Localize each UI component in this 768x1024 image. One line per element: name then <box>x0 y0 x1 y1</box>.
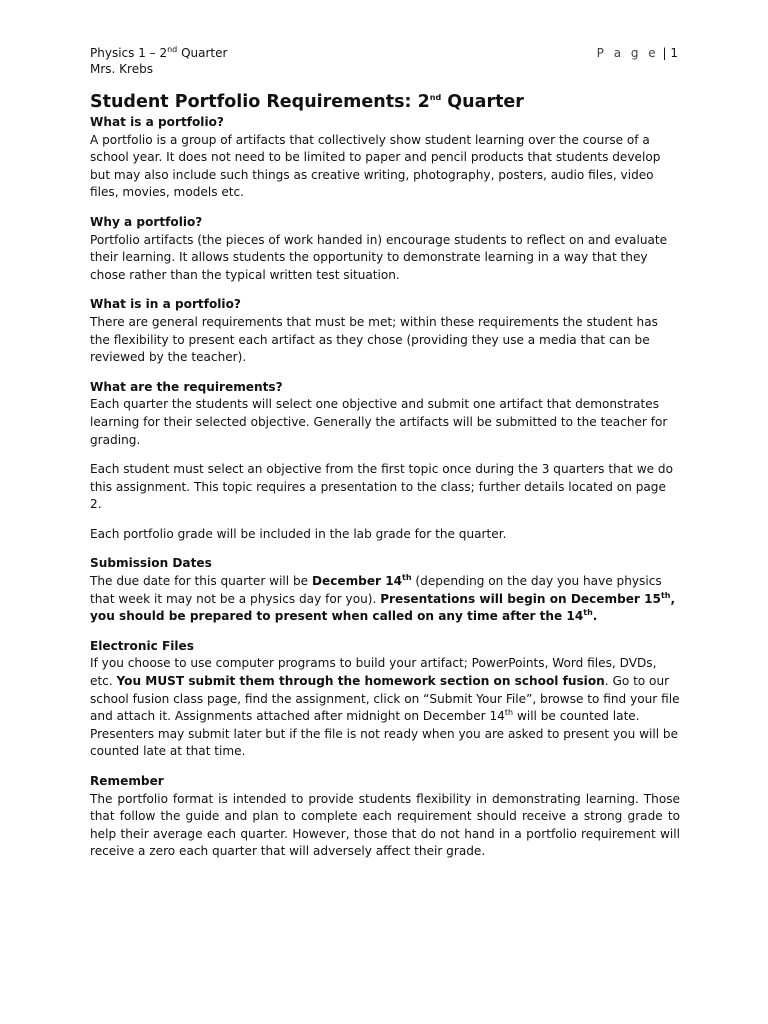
document-title <box>90 90 680 114</box>
section-body <box>90 655 680 761</box>
submit-instruction: You MUST submit them through the homework section on school fusion <box>116 674 605 689</box>
section-heading: Electronic Files <box>90 638 194 653</box>
page-header-right <box>597 45 678 61</box>
date-sup: th <box>504 708 514 718</box>
title-text: Student Portfolio Requirements: 2 <box>90 92 430 112</box>
presentation-start: Presentations will begin on December 15 <box>380 591 661 606</box>
course-line-suffix: Quarter <box>177 46 228 60</box>
page-separator: | <box>658 46 671 60</box>
section-body: The portfolio format is intended to provide students flexibility in demonstrating learning. Those that follow the guide and plan to complete each requirement should receive a strong grade to help their average each quarter. However, those that do not hand in a portfolio requirement will receive a zero each quarter that will adversely affect their grade. <box>90 791 680 859</box>
text-run: . Go to our school fusion class page, find the assignment, click on “Submit Your File”, browse to find your file and attach it. Assignments attached after midnight on December 14 <box>90 674 680 724</box>
section-why-portfolio <box>90 214 680 284</box>
section-body: Each student must select an objective from the first topic once during the 3 quarters that we do this assignment. This topic requires a presentation to the class; further details located on page 2. <box>90 462 673 512</box>
section-what-in-portfolio <box>90 296 680 366</box>
section-electronic-files <box>90 638 680 761</box>
section-submission-dates <box>90 555 680 625</box>
due-date-sup: th <box>402 573 412 583</box>
section-body: A portfolio is a group of artifacts that collectively show student learning over the course of a school year. It does not need to be limited to paper and pencil products that students develop but may also include such things as creative writing, photography, posters, audio files, video files, movies, models etc. <box>90 132 661 200</box>
section-remember <box>90 773 680 861</box>
page-label: P a g e <box>596 46 659 60</box>
course-line-sup: nd <box>167 45 178 54</box>
text-run: (depending on the day you have physics that week it may not be a physics day for you). <box>90 574 662 606</box>
presentation-note-sup: th <box>583 608 593 618</box>
teacher-name: Mrs. Krebs <box>90 62 153 76</box>
text-run: . <box>592 609 598 624</box>
page-header-left <box>90 45 227 77</box>
section-body: Each quarter the students will select one objective and submit one artifact that demonstrates learning for their selected objective. Generally the artifacts will be submitted to the teacher for grading. <box>90 397 668 447</box>
course-line <box>90 45 227 61</box>
course-line-text: Physics 1 – 2 <box>90 46 168 60</box>
presentation-note: , you should be prepared to present when called on any time after the 14 <box>90 591 676 624</box>
section-body: Portfolio artifacts (the pieces of work handed in) encourage students to reflect on and evaluate their learning. It allows students the opportunity to demonstrate learning in a way that they chose rather than the typical written test situation. <box>90 232 668 282</box>
section-heading: Submission Dates <box>90 556 212 571</box>
section-heading: What are the requirements? <box>90 379 283 394</box>
page-number: 1 <box>670 46 678 60</box>
title-sup: nd <box>429 93 442 103</box>
presentation-start-sup: th <box>660 590 671 600</box>
section-body: There are general requirements that must be met; within these requirements the student has the flexibility to present each artifact as they chose (providing they use a media that can be reviewed by the teacher). <box>90 314 658 365</box>
text-run: If you choose to use computer programs to build your artifact; PowerPoints, Word files, DVDs, etc. <box>90 656 657 689</box>
section-body: Each portfolio grade will be included in the lab grade for the quarter. <box>90 526 507 541</box>
document-body <box>90 90 680 873</box>
section-what-is-portfolio <box>90 114 680 202</box>
section-heading: Why a portfolio? <box>90 214 203 229</box>
text-run: The due date for this quarter will be <box>90 574 312 589</box>
due-date: December 14 <box>311 574 403 589</box>
title-suffix: Quarter <box>441 92 524 112</box>
section-heading: What is a portfolio? <box>90 115 224 129</box>
text-run: will be counted late. Presenters may submit later but if the file is not ready when you are asked to present you will be counted late at that time. <box>90 709 679 759</box>
section-requirements <box>90 379 680 544</box>
section-body <box>90 573 680 626</box>
section-heading: What is in a portfolio? <box>90 297 241 312</box>
section-heading: Remember <box>90 774 164 788</box>
